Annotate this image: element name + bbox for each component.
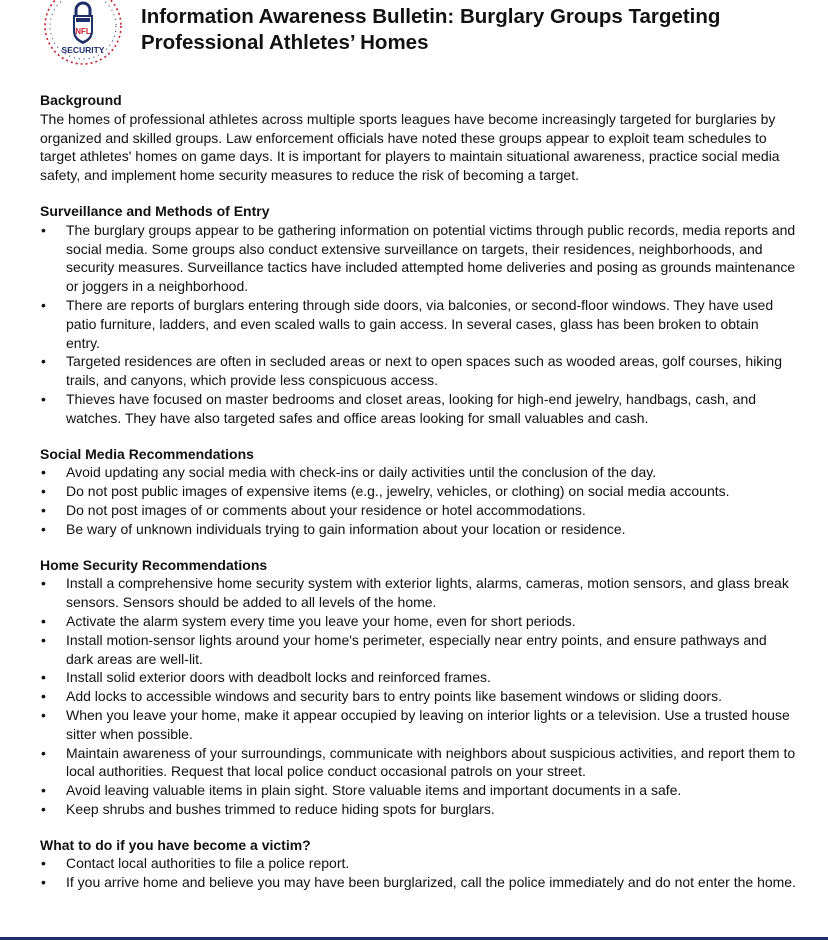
list-item: • Install solid exterior doors with deadbolt locks and reinforced frames. — [40, 668, 796, 687]
list-item: • Be wary of unknown individuals trying to gain information about your location or residence. — [40, 520, 796, 539]
social-media-section — [40, 445, 796, 539]
list-item: • Activate the alarm system every time you leave your home, even for short periods. — [40, 612, 796, 631]
bullet-list — [40, 854, 796, 892]
bullet-list — [40, 574, 796, 818]
section-heading: Social Media Recommendations — [40, 445, 254, 462]
list-item: • When you leave your home, make it appear occupied by leaving on interior lights or a television. Use a trusted house sitter when possible. — [40, 706, 796, 744]
section-heading: Surveillance and Methods of Entry — [40, 202, 270, 219]
list-item: • Add locks to accessible windows and security bars to entry points like basement windows or sliding doors. — [40, 687, 796, 706]
list-item: • Targeted residences are often in secluded areas or next to open spaces such as wooded areas, golf courses, hiking trails, and canyons, which provide less conspicuous access. — [40, 352, 796, 390]
logo-security-text: SECURITY — [61, 45, 105, 55]
list-item: • If you arrive home and believe you may have been burglarized, call the police immediately and do not enter the home. — [40, 873, 796, 892]
list-item: • Install a comprehensive home security system with exterior lights, alarms, cameras, motion sensors, and glass break sensors. Sensors should be added to all levels of the home. — [40, 574, 796, 612]
nfl-security-logo — [38, 0, 128, 72]
section-heading: Home Security Recommendations — [40, 556, 268, 573]
list-item: • Keep shrubs and bushes trimmed to reduce hiding spots for burglars. — [40, 800, 796, 819]
background-paragraph: The homes of professional athletes across multiple sports leagues have become increasingly targeted for burglaries by organized and skilled groups. Law enforcement officials have noted these groups appear to exploit team schedules to target athletes' homes on game days. It is important for players to maintain situational awareness, practice social media safety, and implement home security measures to reduce the risk of becoming a target. — [40, 110, 780, 184]
list-item: • Do not post images of or comments about your residence or hotel accommodations. — [40, 501, 796, 520]
list-item: • Do not post public images of expensive items (e.g., jewelry, vehicles, or clothing) on social media accounts. — [40, 482, 796, 501]
list-item: • There are reports of burglars entering through side doors, via balconies, or second-floor windows. They have used patio furniture, ladders, and even scaled walls to gain access. In several cases, glass has been broken to obtain entry. — [40, 296, 796, 352]
list-item: • Install motion-sensor lights around your home's perimeter, especially near entry points, and ensure pathways and dark areas are well-lit. — [40, 631, 796, 669]
page-title: Information Awareness Bulletin: Burglary Groups Targeting Professional Athletes’ Homes — [141, 5, 721, 54]
bullet-list — [40, 463, 796, 538]
list-item: • Avoid leaving valuable items in plain sight. Store valuable items and important documents in a safe. — [40, 781, 796, 800]
background-section — [40, 91, 796, 185]
bullet-list — [40, 221, 796, 428]
list-item: • Contact local authorities to file a police report. — [40, 854, 796, 873]
victim-section — [40, 836, 796, 892]
section-heading: What to do if you have become a victim? — [40, 836, 311, 853]
surveillance-section — [40, 202, 796, 428]
home-security-section — [40, 556, 796, 819]
bulletin-body — [40, 91, 796, 909]
list-item: • Avoid updating any social media with check-ins or daily activities until the conclusion of the day. — [40, 463, 796, 482]
logo-shield-text: NFL — [75, 27, 91, 36]
list-item: • The burglary groups appear to be gathering information on potential victims through public records, media reports and social media. Some groups also conduct extensive surveillance on targets, their residences, neighborhoods, and security measures. Surveillance tactics have included attempted home deliveries and posing as grounds maintenance or joggers in a neighborhood. — [40, 221, 796, 296]
list-item: • Maintain awareness of your surroundings, communicate with neighbors about suspicious activities, and report them to local authorities. Request that local police conduct occasional patrols on your street. — [40, 744, 796, 782]
list-item: • Thieves have focused on master bedrooms and closet areas, looking for high-end jewelry, handbags, cash, and watches. They have also targeted safes and office areas looking for small valuables and cash. — [40, 390, 796, 428]
section-heading: Background — [40, 92, 122, 108]
